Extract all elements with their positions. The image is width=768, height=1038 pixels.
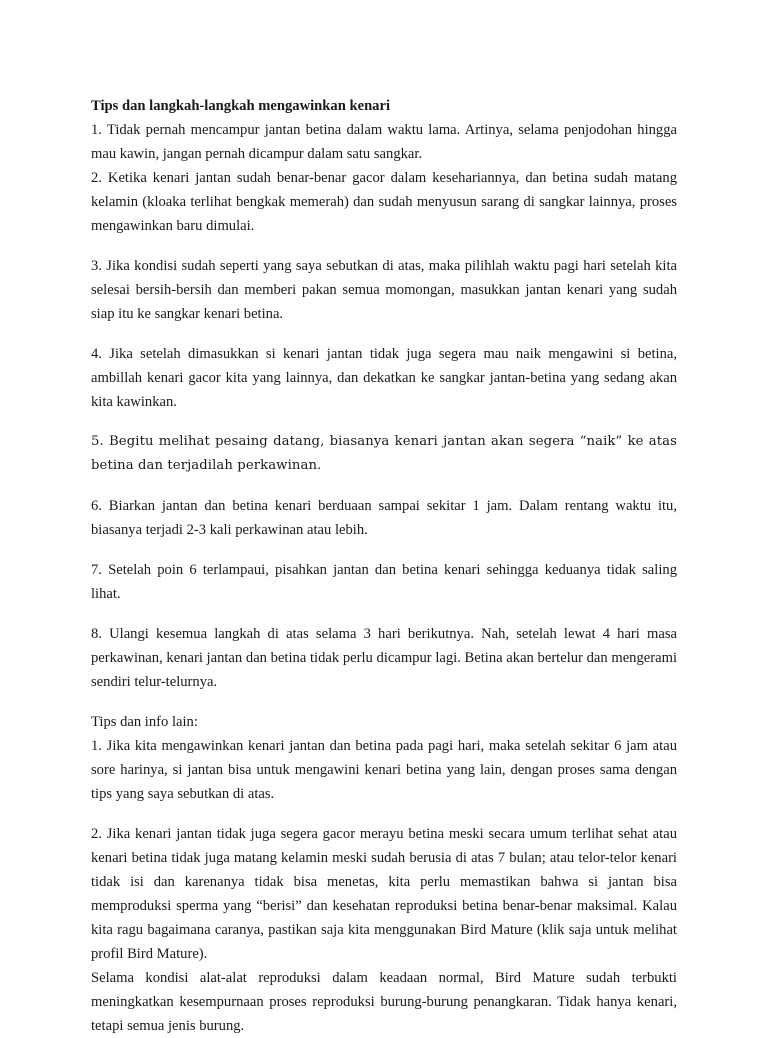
- step-1: 1. Tidak pernah mencampur jantan betina dalam waktu lama. Artinya, selama penjodohan hingga mau kawin, jangan pernah dicampur dalam satu sangkar.: [91, 122, 677, 162]
- step-5: 5. Begitu melihat pesaing datang, biasanya kenari jantan akan segera “naik” ke atas betina dan terjadilah perkawinan.: [91, 434, 677, 473]
- step-7: 7. Setelah poin 6 terlampaui, pisahkan jantan dan betina kenari sehingga keduanya tidak saling lihat.: [91, 562, 677, 602]
- step-4: 4. Jika setelah dimasukkan si kenari jantan tidak juga segera mau naik mengawini si betina, ambillah kenari gacor kita yang lainnya, dan dekatkan ke sangkar jantan-betina yang sedang akan kita kawinkan.: [91, 346, 677, 410]
- tips-heading: Tips dan info lain:: [91, 714, 198, 730]
- tip-2: 2. Jika kenari jantan tidak juga segera gacor merayu betina meski secara umum terlihat sehat atau kenari betina tidak juga matang kelamin meski sudah berusia di atas 7 bulan; atau telor-telor kenari tidak isi dan karenanya tidak bisa menetas, kita perlu memastikan bahwa si jantan bisa memproduksi sperma yang “berisi” dan kesehatan reproduksi betina benar-benar maksimal. Kalau kita ragu bagaimana caranya, pastikan saja kita menggunakan Bird Mature (klik saja untuk melihat profil Bird Mature).: [91, 826, 677, 962]
- document-body: [91, 94, 677, 1038]
- step-6: 6. Biarkan jantan dan betina kenari berduaan sampai sekitar 1 jam. Dalam rentang waktu itu, biasanya terjadi 2-3 kali perkawinan atau lebih.: [91, 498, 677, 538]
- document-title: Tips dan langkah-langkah mengawinkan kenari: [91, 98, 391, 114]
- tip-1: 1. Jika kita mengawinkan kenari jantan dan betina pada pagi hari, maka setelah sekitar 6 jam atau sore harinya, si jantan bisa untuk mengawini kenari betina yang lain, dengan proses sama dengan tips yang saya sebutkan di atas.: [91, 738, 677, 802]
- step-2: 2. Ketika kenari jantan sudah benar-benar gacor dalam kesehariannya, dan betina sudah matang kelamin (kloaka terlihat bengkak memerah) dan sudah menyusun sarang di sangkar lainnya, proses mengawinkan baru dimulai.: [91, 170, 677, 234]
- step-8: 8. Ulangi kesemua langkah di atas selama 3 hari berikutnya. Nah, setelah lewat 4 hari masa perkawinan, kenari jantan dan betina tidak perlu dicampur lagi. Betina akan bertelur dan mengerami sendiri telur-telurnya.: [91, 626, 677, 690]
- closing-paragraph: Selama kondisi alat-alat reproduksi dalam keadaan normal, Bird Mature sudah terbukti meningkatkan kesempurnaan proses reproduksi burung-burung penangkaran. Tidak hanya kenari, tetapi semua jenis burung.: [91, 970, 677, 1034]
- step-3: 3. Jika kondisi sudah seperti yang saya sebutkan di atas, maka pilihlah waktu pagi hari setelah kita selesai bersih-bersih dan memberi pakan semua momongan, masukkan jantan kenari yang sudah siap itu ke sangkar kenari betina.: [91, 258, 677, 322]
